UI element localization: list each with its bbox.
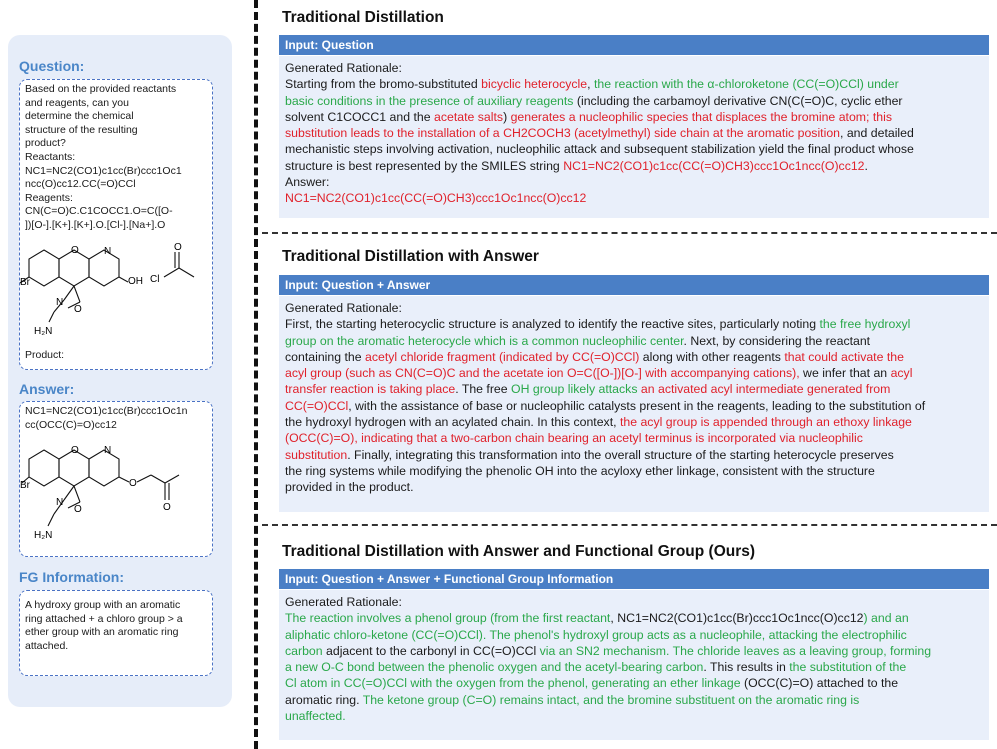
plain-text: along with other reagents xyxy=(639,349,785,364)
block-2-input-bar: Input: Question + Answer xyxy=(279,275,989,295)
o-oxazoline-label: O xyxy=(74,504,82,515)
divider-1 xyxy=(262,232,997,234)
rationale-line xyxy=(285,479,983,495)
highlight-incorrect: generates a nucleophilic species that displaces the bromine atom; this xyxy=(510,109,892,124)
rationale-line xyxy=(285,76,983,92)
highlight-correct: ) and an xyxy=(863,611,909,626)
question-text-line: structure of the resulting xyxy=(25,123,138,136)
highlight-correct: The reaction involves a phenol group (from the first reactant xyxy=(285,611,611,626)
highlight-incorrect: NC1=NC2(CO1)c1cc(CC(=O)CH3)ccc1Oc1ncc(O)cc12 xyxy=(285,191,587,206)
plain-text: we infer that an xyxy=(799,366,891,381)
rationale-line xyxy=(285,675,983,691)
rationale-line xyxy=(285,141,983,157)
br-label: Br xyxy=(20,480,30,491)
question-text-line: and reagents, can you xyxy=(25,96,129,109)
highlight-incorrect: substitution xyxy=(285,447,348,462)
highlight-incorrect: the acyl group is appended through an ethoxy linkage xyxy=(619,415,912,430)
answer-text-line: cc(OCC(C)=O)cc12 xyxy=(25,418,117,431)
plain-text: , xyxy=(587,77,594,92)
ether-o-label: O xyxy=(129,478,137,489)
highlight-incorrect: CC(=O)CCl xyxy=(285,398,349,413)
o-ring-label: O xyxy=(71,445,79,456)
vertical-divider xyxy=(254,0,258,749)
highlight-correct: aliphatic chloro-ketone (CC(=O)CCl). The phenol's hydroxyl group acts as a nucleophile, attacking the electrophilic xyxy=(285,627,907,642)
block-1-rationale xyxy=(279,56,989,218)
plain-text: the hydroxyl hydrogen with an acylated chain. In this context, xyxy=(285,415,620,430)
rationale-line xyxy=(285,349,983,365)
answer-title: Answer: xyxy=(19,381,75,397)
block-3-input-bar: Input: Question + Answer + Functional Group Information xyxy=(279,569,989,589)
highlight-incorrect: acyl group (such as CN(C=O)C and the acetate ion O=C([O-])[O-] with accompanying cations), xyxy=(285,366,800,381)
highlight-incorrect: transfer reaction is taking place xyxy=(285,382,456,397)
rationale-line xyxy=(285,398,983,414)
rationale-line xyxy=(285,643,983,659)
rationale-line xyxy=(285,381,983,397)
question-text-line: ])[O-].[K+].[K+].O.[Cl-].[Na+].O xyxy=(25,218,166,231)
plain-text: . Finally, integrating this transformation into the overall structure of the starting heterocycle preserves xyxy=(347,447,894,462)
rationale-line xyxy=(285,430,983,446)
br-label: Br xyxy=(20,277,30,288)
rationale-line xyxy=(285,93,983,109)
question-text-line: product? xyxy=(25,137,66,150)
answer-box xyxy=(19,401,213,557)
n-ring-label: N xyxy=(104,445,112,456)
reactant-molecule-image xyxy=(20,240,208,345)
rationale-line xyxy=(285,627,983,643)
plain-text: aromatic ring. xyxy=(285,692,363,707)
plain-text: Generated Rationale: xyxy=(285,595,402,609)
plain-text: . Next, by considering the reactant xyxy=(683,333,871,348)
plain-text: containing the xyxy=(285,349,365,364)
rationale-line xyxy=(285,316,983,332)
fg-title: FG Information: xyxy=(19,569,124,585)
oh-label: OH xyxy=(128,276,143,287)
highlight-correct: group on the aromatic heterocycle which is a common nucleophilic center xyxy=(285,333,684,348)
fg-text-line: A hydroxy group with an aromatic xyxy=(25,599,181,611)
highlight-correct: carbon xyxy=(285,643,323,658)
highlight-incorrect: that could activate the xyxy=(784,349,904,364)
rationale-line xyxy=(285,60,983,76)
plain-text: , NC1=NC2(CO1)c1cc(Br)ccc1Oc1ncc(O)cc12 xyxy=(610,611,864,626)
plain-text: (OCC(C)=O) attached to the xyxy=(740,676,899,691)
rationale-line xyxy=(285,333,983,349)
question-box xyxy=(19,79,213,370)
fg-text xyxy=(25,599,207,653)
block-1-input-bar: Input: Question xyxy=(279,35,989,55)
highlight-incorrect: bicyclic heterocycle xyxy=(481,77,588,92)
rationale-line xyxy=(285,463,983,479)
question-title: Question: xyxy=(19,58,85,74)
plain-text: Starting from the bromo-substituted xyxy=(285,77,482,92)
plain-text: structure is best represented by the SMILES string xyxy=(285,158,564,173)
rationale-line xyxy=(285,594,983,610)
fg-text-line: ring attached + a chloro group > a xyxy=(25,612,183,625)
rationale-line xyxy=(285,365,983,381)
plain-text: mechanistic steps involving activation, nucleophilic attack and subsequent stabilization yield the final product whose xyxy=(285,142,914,157)
highlight-correct: Cl atom in CC(=O)CCl with the oxygen from the phenol, generating an ether linkage xyxy=(285,676,741,691)
block-3-title: Traditional Distillation with Answer and Functional Group (Ours) xyxy=(282,543,756,560)
question-text xyxy=(25,83,207,233)
product-molecule-image xyxy=(20,438,208,556)
divider-2 xyxy=(262,524,997,526)
block-2-title: Traditional Distillation with Answer xyxy=(282,248,539,265)
o-oxazoline-label: O xyxy=(74,304,82,315)
block-3-rationale xyxy=(279,590,989,740)
plain-text: adjacent to the carbonyl in CC(=O)CCl xyxy=(322,643,540,658)
plain-text: Answer: xyxy=(285,175,330,190)
plain-text: provided in the product. xyxy=(285,480,414,495)
rationale-line xyxy=(285,447,983,463)
plain-text: the ring systems while modifying the phenolic OH into the acyloxy ether linkage, consistent with the structure xyxy=(285,463,875,478)
highlight-correct: OH group likely attacks xyxy=(511,382,638,397)
highlight-correct: The ketone group (C=O) remains intact, and the bromine substituent on the aromatic ring is xyxy=(362,692,860,707)
block-2-rationale xyxy=(279,296,989,512)
cl-label: Cl xyxy=(150,274,160,285)
plain-text: . This results in xyxy=(703,660,790,675)
plain-text: solvent C1COCC1 and the xyxy=(285,109,435,124)
plain-text: (including the carbamoyl derivative CN(C(=O)C, cyclic ether xyxy=(573,93,903,108)
highlight-correct: basic conditions in the presence of auxiliary reagents xyxy=(285,93,574,108)
highlight-incorrect: (OCC(C)=O), indicating that a two-carbon chain bearing an acetyl terminus is incorporated via nucleophilic xyxy=(285,431,863,446)
plain-text: , with the assistance of base or nucleophilic catalysts present in the reagents, leading to the substitution of xyxy=(348,398,926,413)
o-ring-label: O xyxy=(71,245,79,256)
plain-text: . xyxy=(864,158,868,173)
rationale-line xyxy=(285,158,983,174)
rationale-line xyxy=(285,174,983,190)
highlight-correct: via an SN2 mechanism. The chloride leaves as a leaving group, forming xyxy=(539,643,932,658)
fg-box xyxy=(19,590,213,676)
plain-text: First, the starting heterocyclic structure is analyzed to identify the reactive sites, particularly noting xyxy=(285,317,820,332)
ketone-o-label: O xyxy=(163,502,171,513)
highlight-incorrect: acyl xyxy=(890,366,913,381)
product-label: Product: xyxy=(25,349,65,361)
question-text-line: CN(C=O)C.C1COCC1.O=C([O- xyxy=(25,205,173,218)
question-text-line: ncc(O)cc12.CC(=O)CCl xyxy=(25,178,136,191)
rationale-line xyxy=(285,300,983,316)
n-oxazoline-label: N xyxy=(56,297,64,308)
highlight-correct: the reaction with the α-chloroketone (CC(=O)CCl) under xyxy=(593,77,899,92)
highlight-incorrect: an activated acyl intermediate generated from xyxy=(637,382,891,397)
h2n-label: H₂N xyxy=(34,326,53,337)
highlight-incorrect: acetate salts xyxy=(434,109,504,124)
answer-text-line: NC1=NC2(CO1)c1cc(Br)ccc1Oc1n xyxy=(25,405,188,417)
highlight-correct: the substitution of the xyxy=(789,660,907,675)
rationale-line xyxy=(285,708,983,724)
fg-text-line: ether group with an aromatic ring xyxy=(25,626,179,639)
highlight-incorrect: substitution leads to the installation of a CH2COCH3 (acetylmethyl) side chain at the aromatic position xyxy=(285,126,840,141)
plain-text: Generated Rationale: xyxy=(285,301,402,315)
answer-text xyxy=(25,405,207,432)
question-text-line: NC1=NC2(CO1)c1cc(Br)ccc1Oc1 xyxy=(25,164,182,177)
highlight-correct: a new O-C bond between the phenolic oxygen and the acetyl-bearing carbon xyxy=(285,660,704,675)
h2n-label: H₂N xyxy=(34,530,53,541)
plain-text: ) xyxy=(503,109,511,124)
highlight-correct: the free hydroxyl xyxy=(819,317,911,332)
block-1-title: Traditional Distillation xyxy=(282,9,444,26)
n-oxazoline-label: N xyxy=(56,497,64,508)
ketone-o-label: O xyxy=(174,242,182,253)
plain-text: . The free xyxy=(455,382,512,397)
fg-text-line: attached. xyxy=(25,639,69,652)
plain-text: , and detailed xyxy=(840,126,914,141)
rationale-line xyxy=(285,414,983,430)
n-ring-label: N xyxy=(104,246,112,257)
rationale-line xyxy=(285,190,983,206)
rationale-line xyxy=(285,692,983,708)
question-text-line: Based on the provided reactants xyxy=(25,83,177,95)
plain-text: Generated Rationale: xyxy=(285,61,402,75)
question-text-line: determine the chemical xyxy=(25,110,134,123)
rationale-line xyxy=(285,659,983,675)
highlight-incorrect: acetyl chloride fragment (indicated by CC(=O)CCl) xyxy=(365,349,640,364)
rationale-line xyxy=(285,109,983,125)
question-text-line: Reactants: xyxy=(25,150,76,163)
rationale-line xyxy=(285,610,983,626)
highlight-incorrect: NC1=NC2(CO1)c1cc(CC(=O)CH3)ccc1Oc1ncc(O)cc12 xyxy=(563,158,865,173)
highlight-correct: unaffected. xyxy=(285,709,346,724)
question-text-line: Reagents: xyxy=(25,191,73,204)
rationale-line xyxy=(285,125,983,141)
